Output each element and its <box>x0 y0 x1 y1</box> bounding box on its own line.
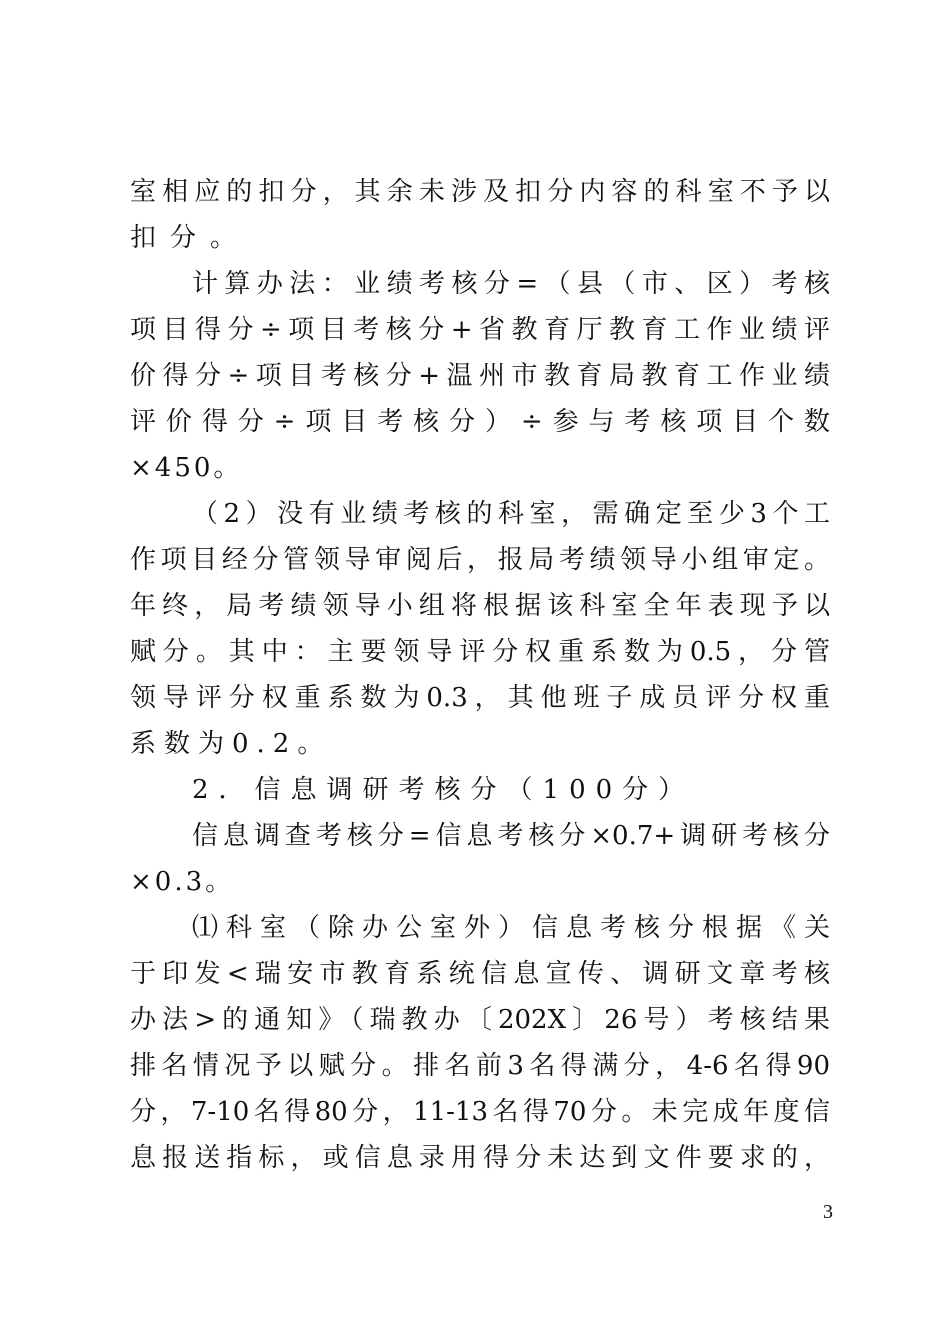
text-line-13: 系数为0.2。 <box>130 729 332 759</box>
text-line-16: ×0.3。 <box>130 867 235 897</box>
text-line-12: 领导评分权重系数为0.3，其他班子成员评分权重 <box>130 683 830 713</box>
text-line-22: 息报送指标，或信息录用得分未达到文件要求的， <box>130 1143 830 1173</box>
text-line-4: 项目得分÷项目考核分+省教育厅教育工作业绩评 <box>130 315 830 345</box>
text-line-19: 办法>的通知》（瑞教办〔202X〕26号）考核结果 <box>130 1005 830 1035</box>
text-line-21: 分，7-10名得80分，11-13名得70分。未完成年度信 <box>130 1097 830 1127</box>
text-line-15: 信息调查考核分=信息考核分×0.7+调研考核分 <box>192 821 830 851</box>
text-line-17: ⑴科室（除办公室外）信息考核分根据《关 <box>192 913 830 943</box>
text-line-18: 于印发<瑞安市教育系统信息宣传、调研文章考核 <box>130 959 830 989</box>
section-heading: 2．信息调研考核分（100分） <box>192 775 695 805</box>
text-line-6: 评价得分÷项目考核分）÷参与考核项目个数 <box>130 407 830 437</box>
page-number: 3 <box>823 1201 833 1223</box>
text-line-7: ×450。 <box>130 453 243 483</box>
text-line-1: 室相应的扣分，其余未涉及扣分内容的科室不予以 <box>130 177 830 207</box>
text-line-2: 扣分。 <box>130 223 251 253</box>
text-line-3: 计算办法：业绩考核分=（县（市、区）考核 <box>192 269 830 299</box>
text-line-8: （2）没有业绩考核的科室，需确定至少3个工 <box>192 499 830 529</box>
text-line-9: 作项目经分管领导审阅后，报局考绩领导小组审定。 <box>130 545 830 575</box>
text-line-5: 价得分÷项目考核分+温州市教育局教育工作业绩 <box>130 361 830 391</box>
text-line-20: 排名情况予以赋分。排名前3名得满分，4-6名得90 <box>130 1051 830 1081</box>
text-line-10: 年终，局考绩领导小组将根据该科室全年表现予以 <box>130 591 830 621</box>
text-line-11: 赋分。其中：主要领导评分权重系数为0.5，分管 <box>130 637 830 667</box>
